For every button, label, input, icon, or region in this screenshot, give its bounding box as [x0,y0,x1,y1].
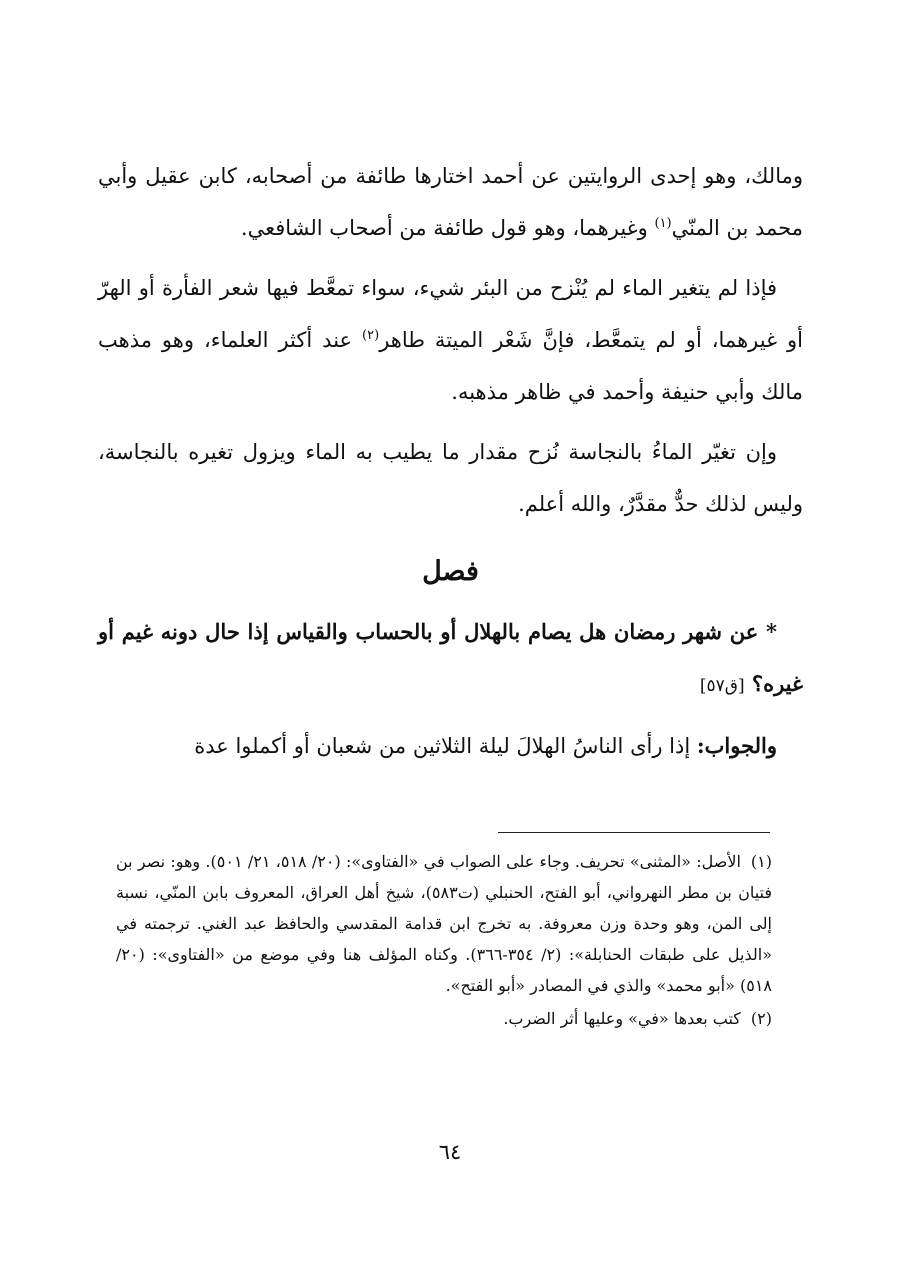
paragraph-3: وإن تغيّر الماءُ بالنجاسة نُزح مقدار ما يطيب به الماء ويزول تغيره بالنجاسة، وليس لذلك حدٌّ مقدَّرٌ، والله أعلم. [98,440,803,516]
question [98,606,803,712]
answer [98,720,803,772]
footnote-1 [116,846,772,1001]
answer-text: إذا رأى الناسُ الهلالَ ليلة الثلاثين من شعبان أو أكملوا عدة [194,734,697,758]
footnote-2-text: كتب بعدها «في» وعليها أثر الضرب. [503,1009,741,1028]
paragraph-1-text: ومالك، وهو إحدى الروايتين عن أحمد اختارها طائفة من أصحابه، كابن عقيل وأبي محمد بن المنّي [98,164,803,240]
main-text [98,150,803,780]
paragraph-2-end: عند أكثر العلماء، وهو مذهب مالك وأبي حنيفة وأحمد في ظاهر مذهبه. [98,328,803,404]
manuscript-page-ref: [ق٥٧] [699,676,745,696]
paragraph-2 [98,262,803,418]
footnote-ref-1: (١) [654,216,672,231]
answer-lead: والجواب: [696,733,777,758]
section-heading: فصل [422,556,479,587]
question-text: * عن شهر رمضان هل يصام بالهلال أو بالحساب والقياس إذا حال دونه غيم أو غيره؟ [98,619,803,696]
footnote-2 [116,1003,772,1034]
paragraph-2-text: فإذا لم يتغير الماء لم يُنْزح من البئر شيء، سواء تمعَّط فيها شعر الفأرة أو الهرّ أو غيرهما، أو لم يتمعَّط، فإنَّ شَعْر الميتة طاهر [98,276,803,352]
footnotes [116,846,772,1036]
page-number: ٦٤ [438,1140,462,1164]
footnote-ref-2: (٢) [362,328,380,343]
paragraph-1-end: وغيرهما، وهو قول طائفة من أصحاب الشافعي. [240,216,655,240]
paragraph-1 [98,150,803,254]
footnote-separator [498,832,770,833]
footnote-1-text: الأصل: «المثنى» تحريف. وجاء على الصواب في «الفتاوى»: (٢٠/ ٥١٨، ٢١/ ٥٠١). وهو: نصر بن فتيان بن مطر النهرواني، أبو الفتح، الحنبلي (ت٥٨٣)، شيخ أهل العراق، المعروف بابن المنّي، نسبة إلى المن، وهو وحدة وزن معروفة. به تخرج ابن قدامة المقدسي والحافظ عبد الغني. ترجمته في «الذيل على طبقات الحنابلة»: (٢/ ٣٥٤-٣٦٦). وكناه المؤلف هنا وفي موضع من «الفتاوى»: (٢٠/ ٥١٨) «أبو محمد» والذي في المصادر «أبو الفتح». [116,852,773,995]
footnote-2-number: (٢) [750,1009,772,1028]
footnote-1-number: (١) [750,852,772,871]
